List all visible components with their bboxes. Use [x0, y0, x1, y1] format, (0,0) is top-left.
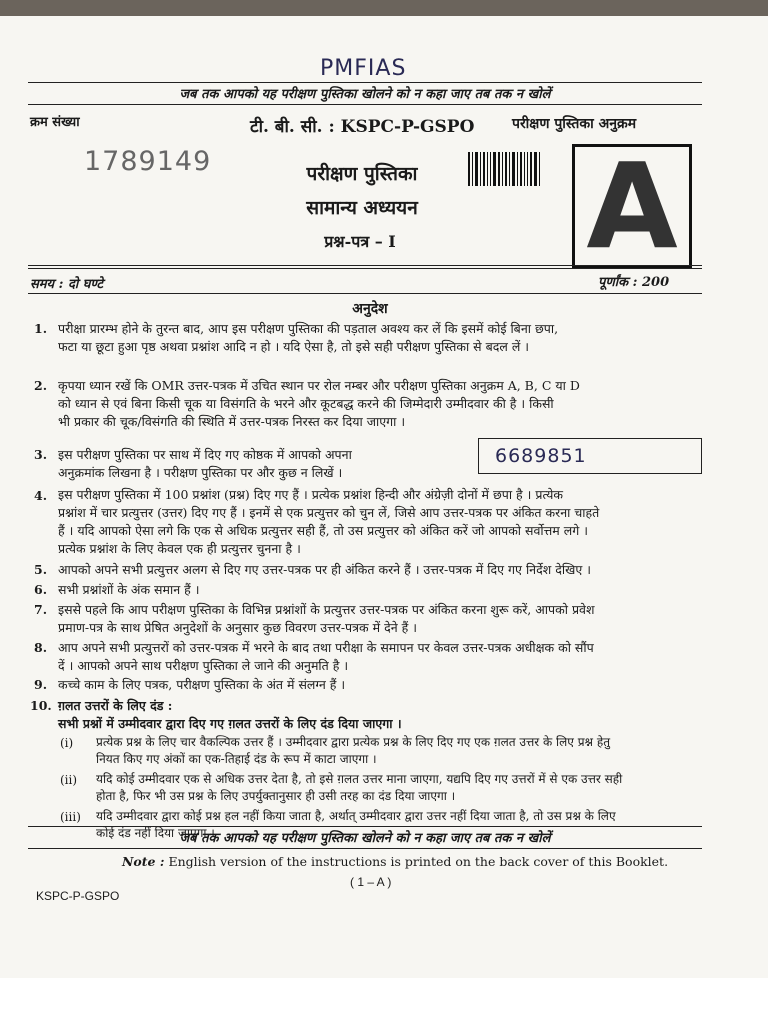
penalty-line: यदि उम्मीदवार द्वारा कोई प्रश्न हल नहीं किया जाता है, अर्थात् उम्मीदवार द्वारा उत्तर नहीं दिया जाता है, तो उस प्रश्न के लिए — [96, 809, 616, 823]
serial-label: क्रम संख्या — [30, 115, 80, 130]
penalty-line: प्रत्येक प्रश्न के लिए चार वैकल्पिक उत्तर हैं । उम्मीदवार द्वारा प्रत्येक प्रश्न के लिए दिए गए एक ग़लत उत्तर के लिए प्रश्न हेतु — [96, 735, 611, 749]
instruction-line: दें । आपको अपने साथ परीक्षण पुस्तिका ले जाने की अनुमति है । — [58, 658, 349, 673]
bottom-banner: जब तक आपको यह परीक्षण पुस्तिका खोलने को न कहा जाए तब तक न खोलें — [179, 831, 551, 846]
instruction-item-6 — [58, 581, 704, 599]
item-number: 7. — [34, 602, 48, 617]
paper-title: प्रश्न-पत्र – I — [324, 232, 396, 251]
penalty-line: होता है, फिर भी उस प्रश्न के लिए उपर्युक्तानुसार ही उसी तरह का दंड दिया जाएगा । — [96, 789, 456, 803]
instruction-line: अनुक्रमांक लिखना है । परीक्षण पुस्तिका पर और कुछ न लिखें । — [58, 465, 343, 480]
roll-number-box[interactable] — [478, 438, 702, 474]
instruction-line: फटा या छूटा हुआ पृष्ठ अथवा प्रश्नांश आदि न हो । यदि ऐसा है, तो इसे सही परीक्षण पुस्तिका से बदल लें । — [58, 339, 530, 354]
handwritten-note: PMFIAS — [320, 56, 407, 81]
instruction-line: कृपया ध्यान रखें कि OMR उत्तर-पत्रक में उचित स्थान पर रोल नम्बर और परीक्षण पुस्तिका अनुक्रम A, B, C या D — [58, 378, 580, 393]
meta-rule-top — [28, 265, 702, 266]
roll-number-handwritten: 6689851 — [495, 445, 587, 467]
max-marks: पूर्णांक : 200 — [598, 275, 670, 290]
exam-time: समय : दो घण्टे — [30, 277, 104, 292]
item-number: 5. — [34, 562, 48, 577]
instruction-line: हैं । यदि आपको ऐसा लगे कि एक से अधिक प्रत्युत्तर सही हैं, तो उस प्रत्युत्तर को अंकित करें जो आपको सर्वोत्तम लगे । — [58, 523, 588, 538]
item-number: 9. — [34, 677, 48, 692]
item-number: 4. — [34, 488, 48, 503]
booklet-page — [0, 16, 768, 978]
instruction-item-8 — [58, 639, 704, 675]
instruction-line: सभी प्रश्नांशों के अंक समान हैं । — [58, 582, 200, 597]
instruction-item-1 — [58, 320, 704, 356]
english-note — [122, 854, 668, 869]
instruction-item-4 — [58, 486, 704, 558]
scan-margin — [0, 978, 768, 1024]
instruction-line: प्रमाण-पत्र के साथ प्रेषित अनुदेशों के अनुसार कुछ विवरण उत्तर-पत्रक में देने हैं । — [58, 620, 417, 635]
instruction-line: को ध्यान से एवं बिना किसी चूक या विसंगति के भरने और कूटबद्ध करने की जिम्मेदारी उम्मीदवार की है । किसी — [58, 396, 554, 411]
series-label: परीक्षण पुस्तिका अनुक्रम — [512, 116, 637, 132]
penalty-line: कोई दंड नहीं दिया जाएगा । — [96, 826, 215, 840]
meta-rule-top-2 — [28, 268, 702, 269]
page-number: ( 1 – A ) — [350, 875, 392, 889]
penalty-point-label: (iii) — [60, 810, 81, 824]
booklet-title: परीक्षण पुस्तिका — [306, 163, 418, 185]
tbc-code: टी. बी. सी. : KSPC-P-GSPO — [250, 117, 475, 137]
penalty-point-label: (ii) — [60, 773, 78, 787]
top-rule — [28, 82, 702, 83]
penalty-point-label: (i) — [60, 736, 74, 750]
top-banner: जब तक आपको यह परीक्षण पुस्तिका खोलने को न कहा जाए तब तक न खोलें — [179, 87, 551, 102]
instruction-item-5 — [58, 561, 704, 579]
instruction-line: आप अपने सभी प्रत्युत्तरों को उत्तर-पत्रक में भरने के बाद तथा परीक्षा के समापन पर केवल उत्तर-पत्रक अधीक्षक को सौंप — [58, 640, 594, 655]
instruction-line: प्रश्नांश में चार प्रत्युत्तर (उत्तर) दिए गए हैं । इनमें से एक प्रत्युत्तर को चुन लें, जिसे आप उत्तर-पत्रक पर अंकित करना चाहते — [58, 505, 600, 520]
instructions-title: अनुदेश — [352, 301, 388, 317]
penalty-title: ग़लत उत्तरों के लिए दंड : — [58, 698, 173, 713]
item-number: 8. — [34, 640, 48, 655]
item-number: 10. — [30, 698, 52, 713]
item-number: 6. — [34, 582, 48, 597]
note-label: Note : — [122, 854, 165, 869]
instruction-line: इस परीक्षण पुस्तिका में 100 प्रश्नांश (प्रश्न) दिए गए हैं । प्रत्येक प्रश्नांश हिन्दी और अंग्रेज़ी दोनों में छपा है । प्रत्येक — [58, 487, 563, 502]
instruction-line: आपको अपने सभी प्रत्युत्तर अलग से दिए गए उत्तर-पत्रक पर ही अंकित करने हैं । उत्तर-पत्रक में दिए गए निर्देश देखिए । — [58, 562, 591, 577]
banner-rule — [28, 104, 702, 105]
instruction-item-3 — [58, 446, 468, 482]
penalty-line: यदि कोई उम्मीदवार एक से अधिक उत्तर देता है, तो इसे ग़लत उत्तर माना जाएगा, यद्यपि दिए गए उत्तरों में से एक उत्तर सही — [96, 772, 623, 786]
instruction-line: परीक्षा प्रारम्भ होने के तुरन्त बाद, आप इस परीक्षण पुस्तिका की पड़ताल अवश्य कर लें कि इसमें कोई बिना छपा, — [58, 321, 559, 336]
instruction-item-9 — [58, 676, 704, 694]
instruction-line: भी प्रकार की चूक/विसंगति की स्थिति में उत्तर-पत्रक निरस्त कर दिया जाएगा । — [58, 414, 406, 429]
meta-rule-bottom — [28, 293, 702, 294]
item-number: 1. — [34, 321, 48, 336]
instruction-line: कच्चे काम के लिए पत्रक, परीक्षण पुस्तिका के अंत में संलग्न हैं । — [58, 677, 346, 692]
item-number: 3. — [34, 447, 48, 462]
instruction-line: इससे पहले कि आप परीक्षण पुस्तिका के विभिन्न प्रश्नांशों के प्रत्युत्तर उत्तर-पत्रक पर अंकित करना शुरू करें, आपको प्रवेश — [58, 602, 595, 617]
instruction-line: इस परीक्षण पुस्तिका पर साथ में दिए गए कोष्ठक में आपको अपना — [58, 447, 352, 462]
barcode — [468, 152, 542, 186]
series-letter: A — [586, 137, 678, 275]
penalty-subtitle: सभी प्रश्नों में उम्मीदवार द्वारा दिए गए ग़लत उत्तरों के लिए दंड दिया जाएगा । — [58, 716, 402, 731]
penalty-line: नियत किए गए अंकों का एक-तिहाई दंड के रूप में काटा जाएगा । — [96, 752, 377, 766]
subject-title: सामान्य अध्ययन — [306, 197, 418, 219]
instruction-item-2 — [58, 377, 704, 431]
penalty-point-1 — [96, 734, 708, 768]
serial-number: 1789149 — [84, 146, 212, 177]
series-box — [572, 137, 692, 275]
instruction-item-7 — [58, 601, 704, 637]
instruction-line: प्रत्येक प्रश्नांश के लिए केवल एक ही प्रत्युत्तर चुनना है । — [58, 541, 301, 556]
bottom-banner-rule-2 — [28, 848, 702, 849]
bottom-banner-rule — [28, 826, 702, 827]
penalty-point-2 — [96, 771, 708, 805]
footer-code: KSPC-P-GSPO — [36, 889, 120, 903]
note-text: English version of the instructions is printed on the back cover of this Booklet. — [168, 854, 669, 869]
item-number: 2. — [34, 378, 48, 393]
